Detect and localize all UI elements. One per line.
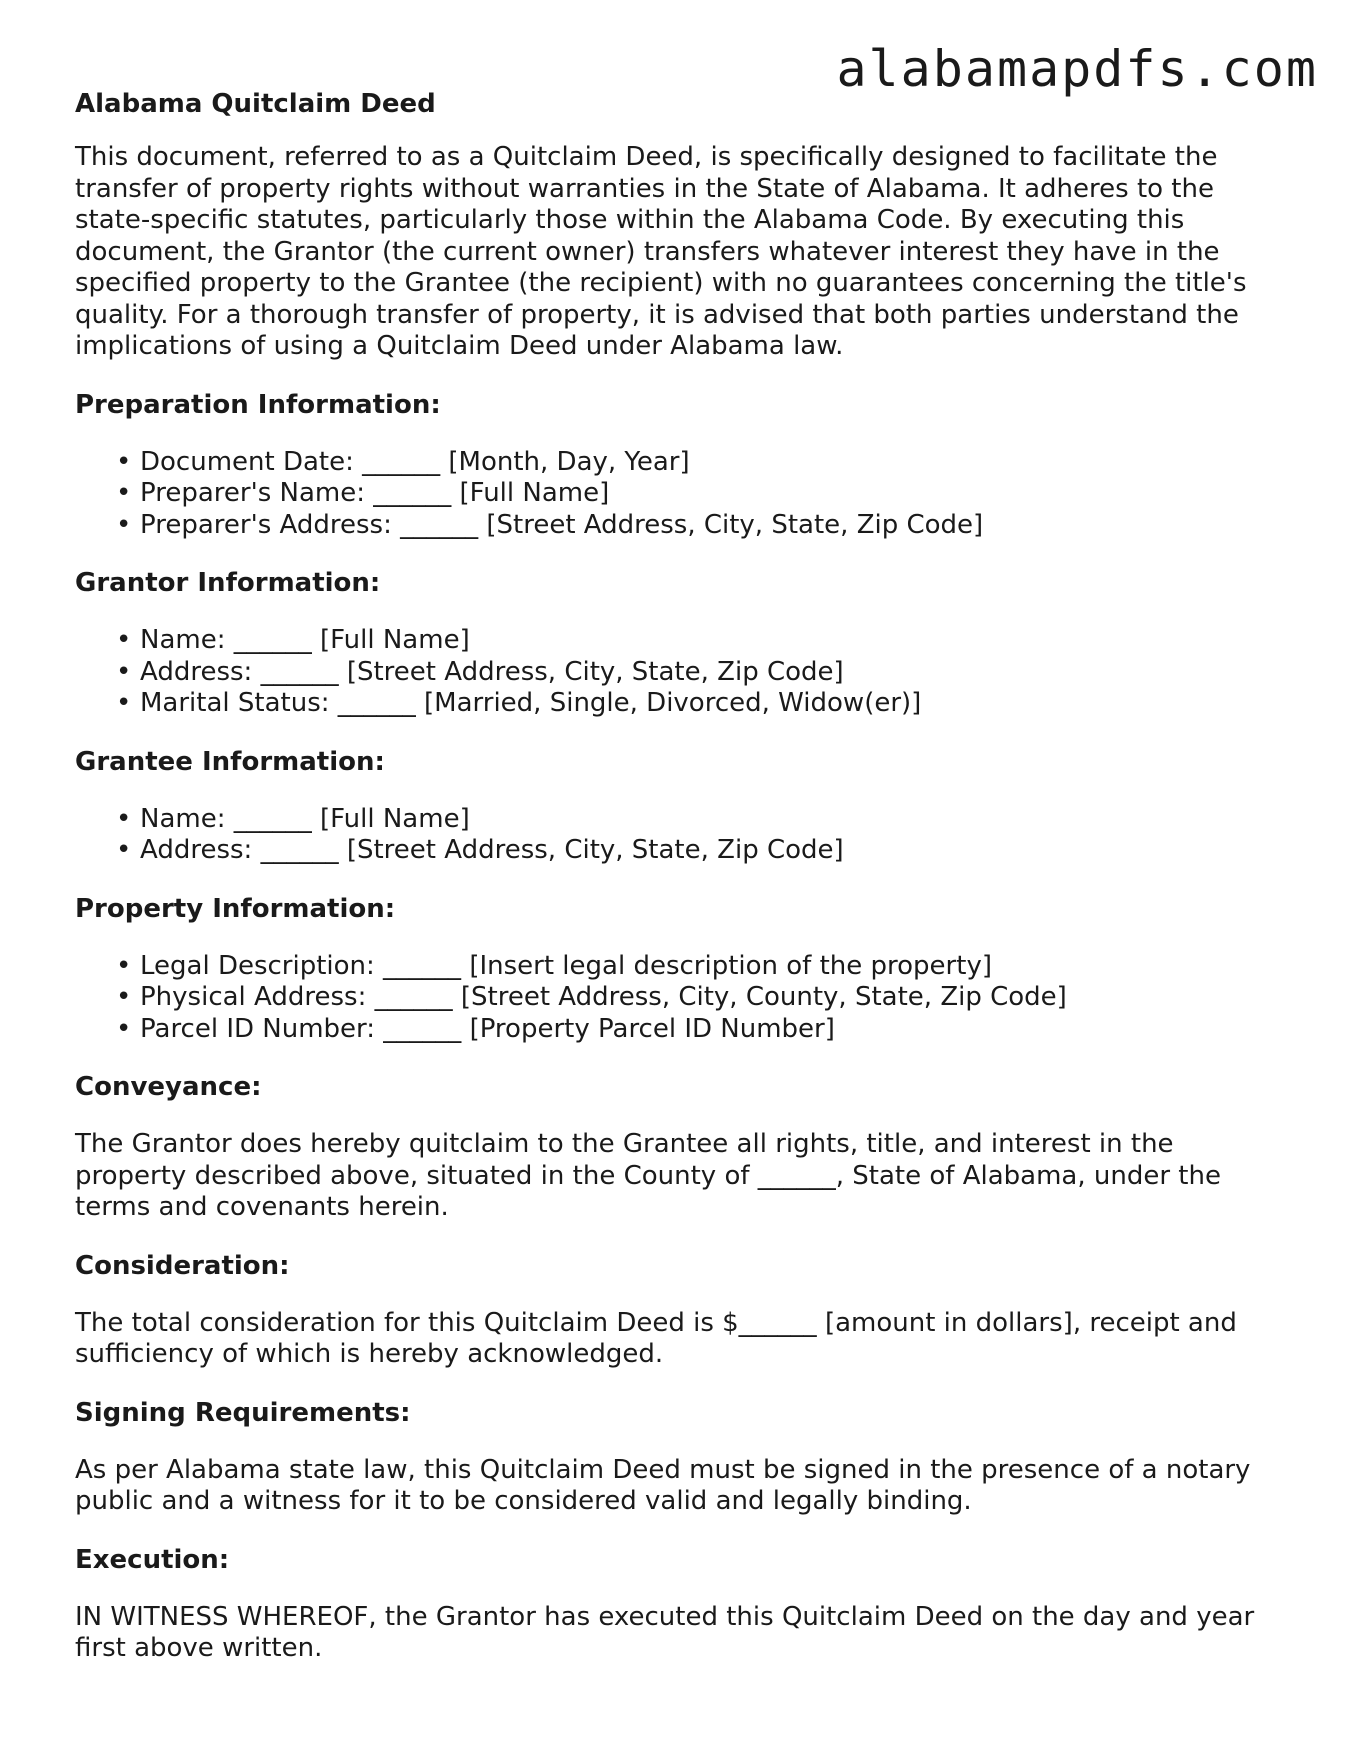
list-item — [116, 656, 1275, 689]
list-item — [116, 446, 1275, 479]
property-heading: Property Information: — [75, 893, 396, 924]
list-item — [116, 625, 1275, 657]
list-item — [116, 950, 1275, 983]
execution-heading: Execution: — [75, 1544, 230, 1575]
bullet-icon: • — [116, 950, 132, 981]
field-text: Marital Status: ______ [Married, Single, Divorced, Widow(er)] — [140, 688, 922, 718]
bullet-icon: • — [116, 625, 132, 655]
conveyance-paragraph: The Grantor does hereby quitclaim to the Grantee all rights, title, and interest in the property described above, situated in the County of ______, State of Alabama, under the terms and covenants herein. — [75, 1129, 1221, 1222]
field-text: Physical Address: ______ [Street Address, City, County, State, Zip Code] — [140, 982, 1067, 1012]
bullet-icon: • — [116, 1013, 132, 1044]
bullet-icon: • — [116, 835, 132, 865]
field-text: Address: ______ [Street Address, City, State, Zip Code] — [140, 656, 844, 687]
field-text: Legal Description: ______ [Insert legal description of the property] — [140, 950, 992, 981]
document-title: Alabama Quitclaim Deed — [75, 89, 436, 119]
grantee-heading: Grantee Information: — [75, 746, 385, 777]
preparation-list — [75, 447, 1275, 542]
preparation-heading: Preparation Information: — [75, 389, 441, 420]
bullet-icon: • — [116, 656, 132, 687]
property-list — [75, 951, 1275, 1046]
intro-paragraph: This document, referred to as a Quitclaim Deed, is specifically designed to facilitate the transfer of property rights without warranties in the State of Alabama. It adheres to the state-specific statutes, particularly those within the Alabama Code. By executing this document, the Grantor (the current owner) transfers whatever interest they have in the specified property to the Grantee (the recipient) with no guarantees concerning the title's quality. For a thorough transfer of property, it is advised that both parties understand the implications of using a Quitclaim Deed under Alabama law. — [75, 142, 1247, 361]
grantee-list — [75, 804, 1275, 867]
field-text: Parcel ID Number: ______ [Property Parcel ID Number] — [140, 1013, 835, 1044]
list-item — [116, 982, 1275, 1014]
field-text: Address: ______ [Street Address, City, State, Zip Code] — [140, 835, 844, 865]
site-watermark: alabamapdfs.com — [836, 40, 1318, 98]
list-item — [116, 478, 1275, 510]
execution-paragraph: IN WITNESS WHEREOF, the Grantor has executed this Quitclaim Deed on the day and year first above written. — [75, 1601, 1255, 1663]
field-text: Preparer's Address: ______ [Street Address, City, State, Zip Code] — [140, 509, 984, 540]
field-text: Name: ______ [Full Name] — [140, 803, 470, 834]
list-item — [116, 803, 1275, 836]
grantor-list — [75, 625, 1275, 720]
list-item — [116, 1013, 1275, 1046]
list-item — [116, 509, 1275, 542]
bullet-icon: • — [116, 803, 132, 834]
field-text: Preparer's Name: ______ [Full Name] — [140, 478, 610, 508]
list-item — [116, 835, 1275, 867]
signing-paragraph: As per Alabama state law, this Quitclaim Deed must be signed in the presence of a notary public and a witness for it to be considered valid and legally binding. — [75, 1454, 1251, 1516]
field-text: Document Date: ______ [Month, Day, Year] — [140, 446, 690, 477]
field-text: Name: ______ [Full Name] — [140, 625, 470, 655]
document-body — [75, 88, 1275, 1691]
signing-heading: Signing Requirements: — [75, 1397, 411, 1428]
bullet-icon: • — [116, 982, 132, 1012]
conveyance-heading: Conveyance: — [75, 1072, 262, 1102]
grantor-heading: Grantor Information: — [75, 568, 381, 598]
bullet-icon: • — [116, 688, 132, 718]
bullet-icon: • — [116, 446, 132, 477]
bullet-icon: • — [116, 478, 132, 508]
list-item — [116, 688, 1275, 720]
consideration-heading: Consideration: — [75, 1250, 290, 1281]
bullet-icon: • — [116, 509, 132, 540]
consideration-paragraph: The total consideration for this Quitclaim Deed is $______ [amount in dollars], receipt and sufficiency of which is hereby acknowledged. — [75, 1307, 1237, 1369]
